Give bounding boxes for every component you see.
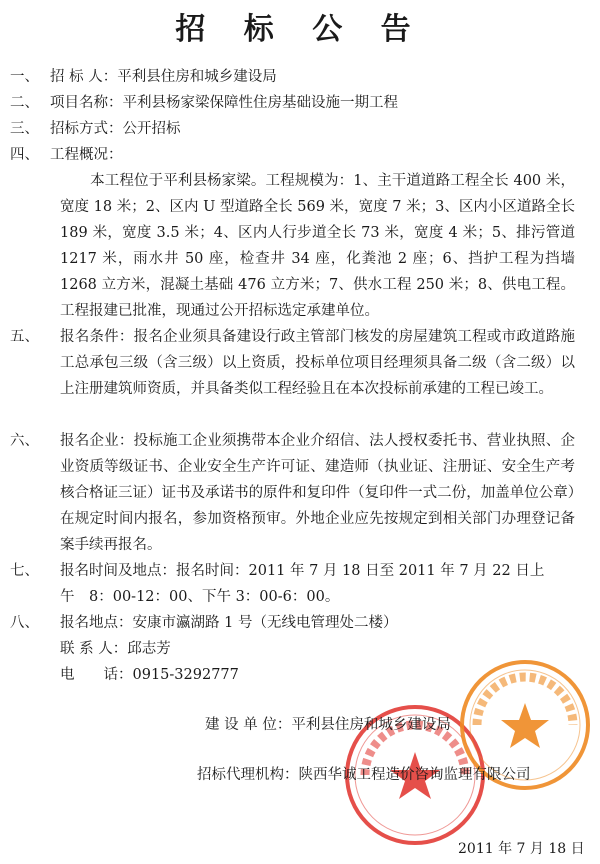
section-text: 招标方式：公开招标 [50,121,181,137]
overview-paragraph [60,168,575,324]
overview-text: 本工程位于平利县杨家梁。工程规模为：1、主干道道路工程全长 400 米，宽度 18 米；2、区内 U 型道路全长 569 米，宽度 7 米；3、区内小区道路全长 189 米，宽度 3.5 米；4、区内人行步道全长 73 米，宽度 4 米；5、排污管道 1217 米，雨水井 50 座，检查井 34 座，化粪池 2 座；6、挡护工程为挡墙 1268 立方米，混凝土基础 476 立方米；7、供水工程 250 米；8、供电工程。工程报建已批准，现通过公开招标选定承建单位。 [60,173,575,319]
enterprise-text: 报名企业：投标施工企业须携带本企业介绍信、法人授权委托书、营业执照、企业资质等级证书、企业安全生产许可证、建造师（执业证、注册证、安全生产考核合格证三证）证书及承诺书的原件和复印件（复印件一式二份，加盖单位公章）在规定时间内报名，参加资格预审。外地企业应先按规定到相关部门办理登记备案手续再报名。 [60,433,575,553]
section-number: 五、 [10,329,39,345]
time-line-2: 午 8：00-12：00、下午 3：00-6：00。 [60,589,340,605]
contact-phone: 电 话：0915-3292777 [60,667,239,683]
section-number: 七、 [10,563,39,579]
conditions-paragraph [60,324,575,402]
contact-person: 联 系 人：邱志芳 [60,641,171,657]
section-number: 八、 [10,615,39,631]
document-title: 招 标 公 告 [175,12,425,47]
place-text: 报名地点：安康市瀛湖路 1 号（无线电管理处二楼） [60,615,398,631]
section-number: 三、 [10,121,39,137]
document-date: 2011 年 7 月 18 日 [458,841,585,857]
section-text: 项目名称：平利县杨家梁保障性住房基础设施一期工程 [50,95,398,111]
section-text: 工程概况： [50,147,123,163]
builder-line: 建 设 单 位：平利县住房和城乡建设局 [205,717,451,733]
agent-line: 招标代理机构：陕西华诚工程造价咨询监理有限公司 [197,767,531,783]
enterprise-paragraph [60,428,575,558]
section-number: 四、 [10,147,39,163]
section-text: 招 标 人：平利县住房和城乡建设局 [50,69,277,85]
section-number: 一、 [10,69,39,85]
section-number: 六、 [10,433,39,449]
conditions-text: 报名条件：报名企业须具备建设行政主管部门核发的房屋建筑工程或市政道路施工总承包三级（含三级）以上资质，投标单位项目经理须具备二级（含二级）以上注册建筑师资质，并具备类似工程经验且在本次投标前承建的工程已竣工。 [60,329,575,397]
section-number: 二、 [10,95,39,111]
time-text: 报名时间及地点：报名时间：2011 年 7 月 18 日至 2011 年 7 月 22 日上 [60,563,545,579]
